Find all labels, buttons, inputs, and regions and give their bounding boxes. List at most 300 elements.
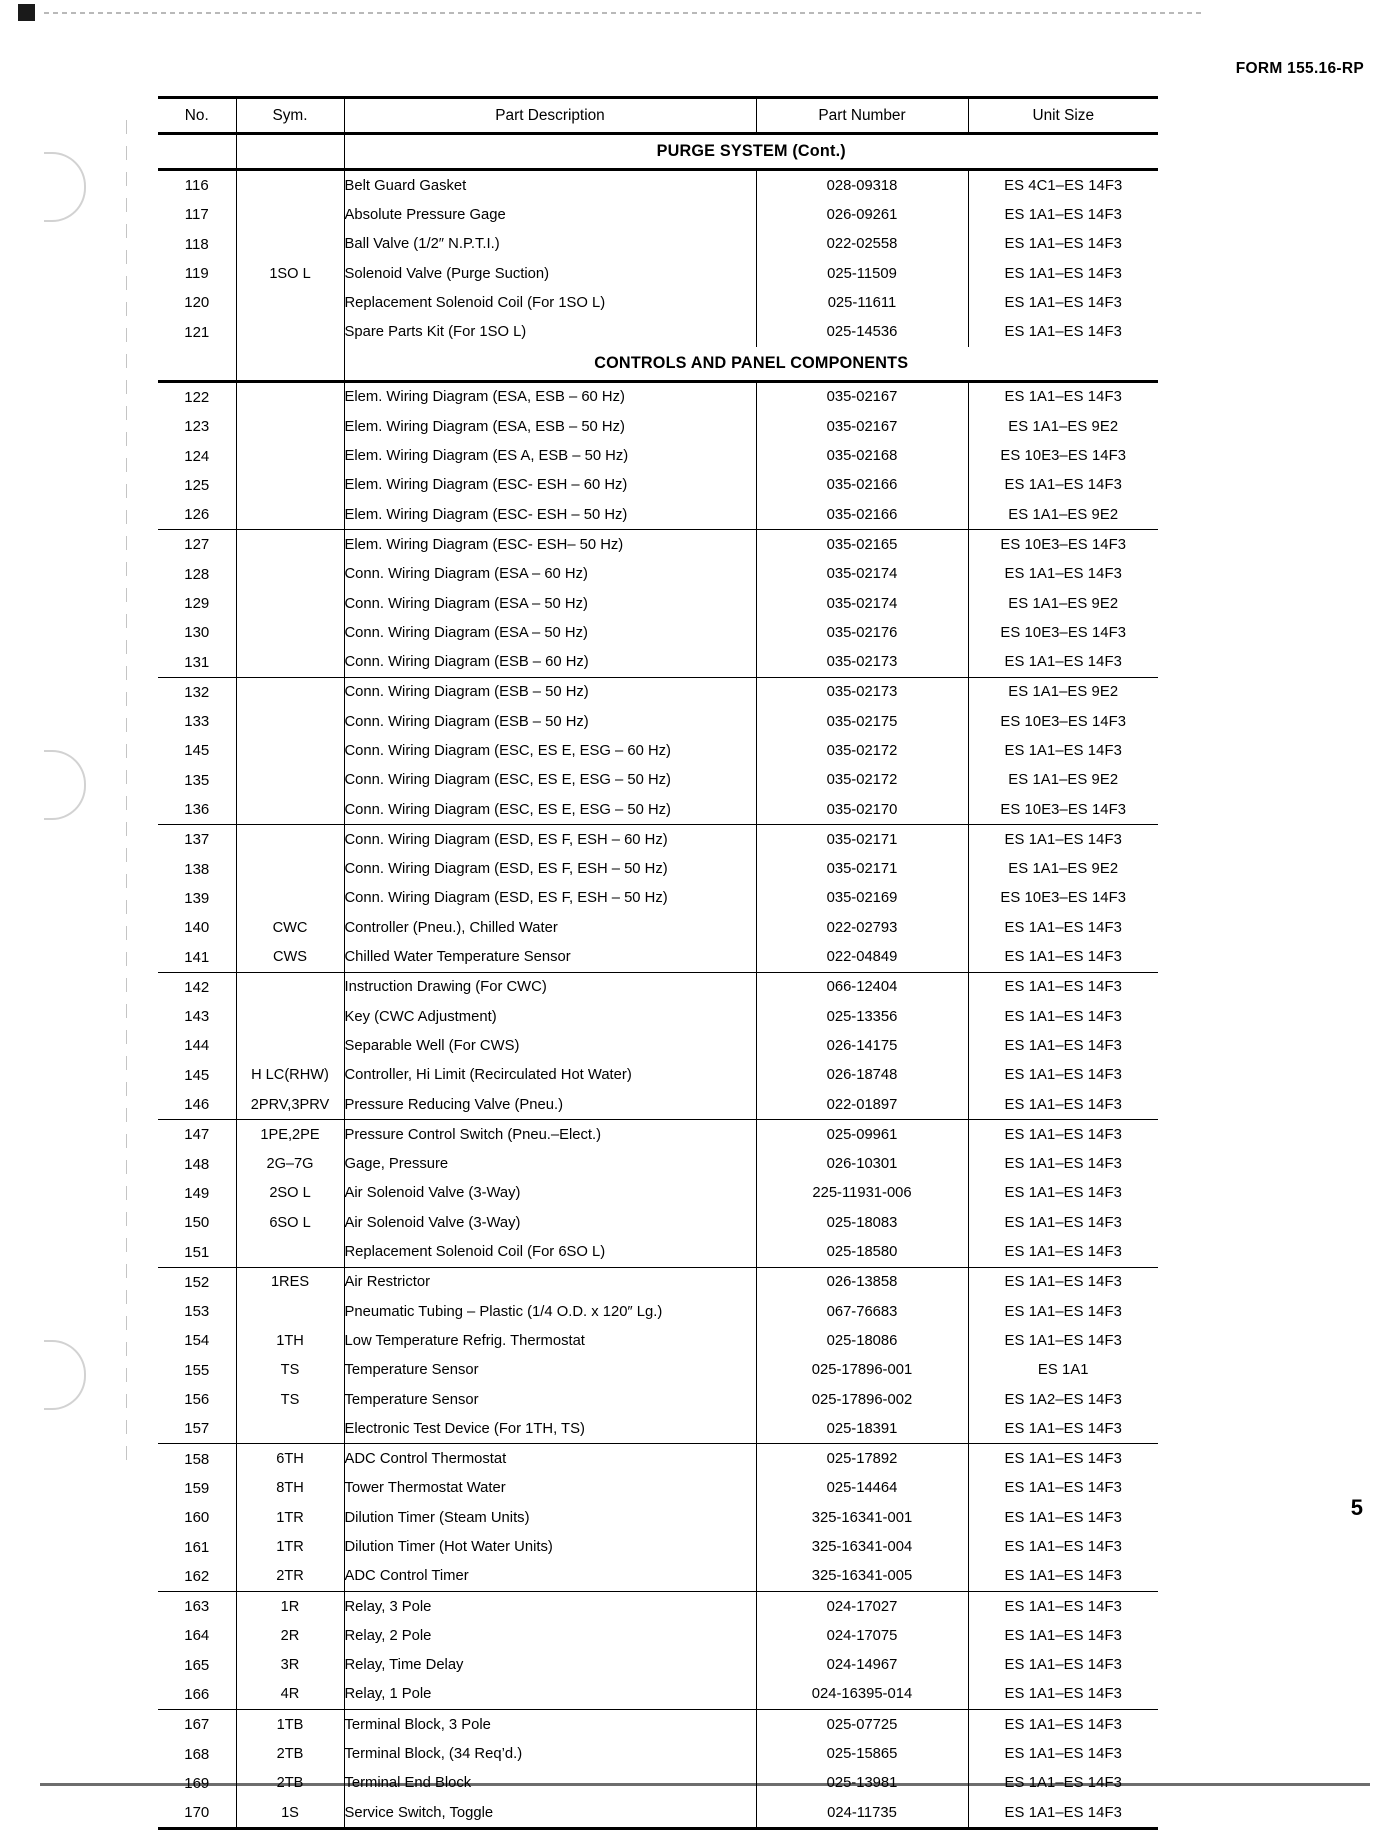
cell-no: 151 [158,1237,236,1267]
cell-unit-size: ES 1A1–ES 14F3 [968,1002,1158,1031]
cell-sym [236,530,344,559]
cell-sym: CWC [236,913,344,942]
binder-punch-hole [44,152,86,222]
cell-part-description: Elem. Wiring Diagram (ESC- ESH– 50 Hz) [344,530,756,559]
cell-part-description: Conn. Wiring Diagram (ESB – 50 Hz) [344,707,756,736]
cell-part-number: 035-02170 [756,795,968,825]
cell-no: 160 [158,1503,236,1532]
cell-unit-size: ES 4C1–ES 14F3 [968,170,1158,201]
cell-part-number: 022-04849 [756,942,968,972]
cell-no: 145 [158,736,236,765]
cell-part-number: 035-02168 [756,441,968,470]
cell-sym: 1SO L [236,259,344,288]
cell-unit-size: ES 1A1–ES 14F3 [968,259,1158,288]
cell-part-number: 026-09261 [756,200,968,229]
cell-no: 143 [158,1002,236,1031]
cell-part-description: Conn. Wiring Diagram (ESB – 60 Hz) [344,647,756,677]
cell-unit-size: ES 1A1–ES 14F3 [968,1179,1158,1208]
table-row [158,381,1158,412]
cell-no: 141 [158,942,236,972]
cell-no: 126 [158,500,236,530]
cell-part-number: 035-02171 [756,825,968,854]
cell-unit-size: ES 1A1–ES 14F3 [968,1268,1158,1297]
section-header-row [158,347,1158,382]
cell-unit-size: ES 1A1–ES 14F3 [968,1710,1158,1739]
section-title: CONTROLS AND PANEL COMPONENTS [344,347,1158,382]
cell-sym [236,825,344,854]
table-row [158,1031,1158,1060]
column-header-no: No. [158,98,236,134]
table-row [158,1326,1158,1355]
table-row [158,1651,1158,1680]
table-row [158,471,1158,500]
table-row [158,736,1158,765]
scan-registration-mark [18,4,35,21]
cell-sym [236,707,344,736]
cell-sym [236,1297,344,1326]
cell-unit-size: ES 1A1–ES 9E2 [968,500,1158,530]
cell-sym [236,884,344,913]
cell-no: 152 [158,1268,236,1297]
cell-sym [236,471,344,500]
cell-no: 135 [158,766,236,795]
cell-no: 117 [158,200,236,229]
cell-part-description: Air Solenoid Valve (3-Way) [344,1208,756,1237]
cell-sym [236,766,344,795]
cell-part-number: 025-11611 [756,288,968,317]
cell-unit-size: ES 1A1–ES 14F3 [968,1680,1158,1710]
parts-table-body [158,134,1158,1830]
cell-part-description: Relay, 3 Pole [344,1592,756,1621]
cell-unit-size: ES 1A1–ES 14F3 [968,230,1158,259]
cell-no: 155 [158,1356,236,1385]
cell-part-description: Conn. Wiring Diagram (ESC, ES E, ESG – 50 Hz) [344,766,756,795]
table-row [158,317,1158,346]
cell-part-description: Conn. Wiring Diagram (ESC, ES E, ESG – 60 Hz) [344,736,756,765]
table-row [158,1680,1158,1710]
cell-unit-size: ES 1A1–ES 14F3 [968,1503,1158,1532]
table-row [158,1503,1158,1532]
cell-part-description: Pressure Control Switch (Pneu.–Elect.) [344,1120,756,1149]
cell-part-number: 025-14536 [756,317,968,346]
cell-part-description: Conn. Wiring Diagram (ESC, ES E, ESG – 50 Hz) [344,795,756,825]
cell-no: 119 [158,259,236,288]
table-row [158,1120,1158,1149]
cell-part-number: 035-02167 [756,412,968,441]
table-row [158,1179,1158,1208]
cell-no: 164 [158,1621,236,1650]
cell-no: 137 [158,825,236,854]
cell-sym [236,560,344,589]
cell-sym: TS [236,1385,344,1414]
cell-sym [236,618,344,647]
cell-no: 142 [158,973,236,1002]
cell-part-number: 026-10301 [756,1150,968,1179]
cell-sym [236,441,344,470]
cell-part-number: 035-02175 [756,707,968,736]
table-row [158,766,1158,795]
cell-part-description: Electronic Test Device (For 1TH, TS) [344,1414,756,1444]
cell-no: 122 [158,381,236,412]
cell-part-number: 035-02174 [756,560,968,589]
table-row [158,942,1158,972]
cell-unit-size: ES 1A1–ES 14F3 [968,1798,1158,1829]
cell-no: 168 [158,1739,236,1768]
cell-unit-size: ES 1A1–ES 14F3 [968,1592,1158,1621]
cell-unit-size: ES 10E3–ES 14F3 [968,707,1158,736]
cell-part-description: Separable Well (For CWS) [344,1031,756,1060]
table-row [158,825,1158,854]
table-row [158,230,1158,259]
cell-part-number: 025-17896-001 [756,1356,968,1385]
cell-unit-size: ES 1A1–ES 14F3 [968,1120,1158,1149]
cell-part-number: 025-13981 [756,1769,968,1798]
cell-part-number: 025-18086 [756,1326,968,1355]
cell-sym [236,855,344,884]
form-number: FORM 155.16-RP [1236,60,1364,78]
cell-no: 150 [158,1208,236,1237]
cell-part-description: Instruction Drawing (For CWC) [344,973,756,1002]
cell-no: 138 [158,855,236,884]
cell-sym [236,589,344,618]
cell-sym: 1TR [236,1503,344,1532]
cell-part-number: 035-02169 [756,884,968,913]
cell-part-number: 325-16341-001 [756,1503,968,1532]
cell-sym [236,736,344,765]
table-row [158,1237,1158,1267]
cell-part-description: Conn. Wiring Diagram (ESA – 50 Hz) [344,589,756,618]
cell-part-number: 025-09961 [756,1120,968,1149]
cell-sym [236,647,344,677]
cell-unit-size: ES 1A1–ES 14F3 [968,1651,1158,1680]
parts-list-sheet [158,96,1158,1830]
cell-part-number: 035-02174 [756,589,968,618]
cell-sym: H LC(RHW) [236,1061,344,1090]
section-blank-no [158,134,236,170]
cell-part-number: 024-16395-014 [756,1680,968,1710]
cell-no: 167 [158,1710,236,1739]
cell-part-description: Pneumatic Tubing – Plastic (1/4 O.D. x 120″ Lg.) [344,1297,756,1326]
cell-part-number: 025-13356 [756,1002,968,1031]
cell-part-description: Temperature Sensor [344,1385,756,1414]
cell-part-description: Conn. Wiring Diagram (ESD, ES F, ESH – 60 Hz) [344,825,756,854]
table-row [158,1592,1158,1621]
cell-part-description: ADC Control Timer [344,1562,756,1592]
cell-sym: 1RES [236,1268,344,1297]
cell-unit-size: ES 1A1–ES 14F3 [968,1326,1158,1355]
cell-unit-size: ES 1A1–ES 14F3 [968,1621,1158,1650]
cell-unit-size: ES 1A1–ES 9E2 [968,678,1158,707]
cell-sym [236,412,344,441]
section-blank-sym [236,347,344,382]
cell-part-number: 325-16341-004 [756,1532,968,1561]
cell-part-description: Relay, 1 Pole [344,1680,756,1710]
cell-no: 136 [158,795,236,825]
cell-part-description: Key (CWC Adjustment) [344,1002,756,1031]
cell-part-description: Elem. Wiring Diagram (ESA, ESB – 50 Hz) [344,412,756,441]
cell-unit-size: ES 1A1–ES 14F3 [968,1237,1158,1267]
cell-part-number: 024-11735 [756,1798,968,1829]
cell-sym [236,317,344,346]
cell-unit-size: ES 1A1–ES 14F3 [968,560,1158,589]
cell-sym [236,500,344,530]
column-header-sym: Sym. [236,98,344,134]
cell-no: 146 [158,1090,236,1120]
table-row [158,618,1158,647]
cell-unit-size: ES 1A1–ES 14F3 [968,1150,1158,1179]
cell-no: 131 [158,647,236,677]
parts-table [158,96,1158,1830]
cell-no: 170 [158,1798,236,1829]
cell-sym [236,200,344,229]
cell-part-number: 025-17892 [756,1444,968,1473]
cell-part-description: Chilled Water Temperature Sensor [344,942,756,972]
section-title: PURGE SYSTEM (Cont.) [344,134,1158,170]
cell-sym: CWS [236,942,344,972]
cell-part-number: 025-17896-002 [756,1385,968,1414]
cell-sym [236,1002,344,1031]
cell-no: 169 [158,1769,236,1798]
table-row [158,530,1158,559]
cell-no: 139 [158,884,236,913]
cell-part-description: Terminal Block, (34 Req’d.) [344,1739,756,1768]
cell-unit-size: ES 1A1–ES 14F3 [968,1474,1158,1503]
cell-no: 118 [158,230,236,259]
cell-part-number: 035-02167 [756,381,968,412]
table-row [158,1297,1158,1326]
cell-sym: 1TH [236,1326,344,1355]
cell-part-description: Ball Valve (1/2″ N.P.T.I.) [344,230,756,259]
cell-part-number: 025-18083 [756,1208,968,1237]
cell-unit-size: ES 1A1–ES 14F3 [968,1739,1158,1768]
cell-sym: 1S [236,1798,344,1829]
table-row [158,441,1158,470]
cell-part-number: 026-13858 [756,1268,968,1297]
cell-unit-size: ES 1A1–ES 14F3 [968,973,1158,1002]
cell-sym [236,381,344,412]
cell-no: 129 [158,589,236,618]
cell-unit-size: ES 1A1–ES 14F3 [968,1532,1158,1561]
cell-no: 145 [158,1061,236,1090]
cell-no: 116 [158,170,236,201]
cell-unit-size: ES 1A1–ES 9E2 [968,855,1158,884]
cell-part-description: Conn. Wiring Diagram (ESD, ES F, ESH – 50 Hz) [344,855,756,884]
cell-unit-size: ES 1A1–ES 9E2 [968,589,1158,618]
cell-part-description: ADC Control Thermostat [344,1444,756,1473]
cell-sym [236,1414,344,1444]
cell-part-number: 024-17027 [756,1592,968,1621]
cell-no: 154 [158,1326,236,1355]
cell-sym: 6SO L [236,1208,344,1237]
cell-no: 127 [158,530,236,559]
cell-unit-size: ES 1A1–ES 14F3 [968,288,1158,317]
column-header-part-description: Part Description [344,98,756,134]
cell-sym: 3R [236,1651,344,1680]
cell-unit-size: ES 1A2–ES 14F3 [968,1385,1158,1414]
cell-part-number: 025-18391 [756,1414,968,1444]
cell-unit-size: ES 1A1–ES 14F3 [968,647,1158,677]
table-row [158,1414,1158,1444]
binder-punch-hole [44,750,86,820]
table-row [158,500,1158,530]
cell-no: 163 [158,1592,236,1621]
cell-part-description: Dilution Timer (Steam Units) [344,1503,756,1532]
cell-unit-size: ES 1A1–ES 14F3 [968,200,1158,229]
cell-unit-size: ES 1A1–ES 14F3 [968,1090,1158,1120]
table-row [158,1532,1158,1561]
table-row [158,678,1158,707]
table-row [158,288,1158,317]
cell-no: 120 [158,288,236,317]
cell-sym [236,230,344,259]
cell-part-number: 067-76683 [756,1297,968,1326]
cell-part-description: Air Solenoid Valve (3-Way) [344,1179,756,1208]
cell-part-number: 025-11509 [756,259,968,288]
cell-part-number: 035-02171 [756,855,968,884]
cell-no: 161 [158,1532,236,1561]
cell-no: 166 [158,1680,236,1710]
binder-punch-hole [44,1340,86,1410]
cell-unit-size: ES 1A1–ES 14F3 [968,471,1158,500]
cell-unit-size: ES 1A1–ES 14F3 [968,317,1158,346]
cell-part-number: 035-02166 [756,500,968,530]
cell-sym [236,1237,344,1267]
cell-part-number: 025-14464 [756,1474,968,1503]
table-header-row [158,98,1158,134]
cell-part-number: 025-07725 [756,1710,968,1739]
cell-part-number: 225-11931-006 [756,1179,968,1208]
cell-no: 147 [158,1120,236,1149]
cell-part-description: Spare Parts Kit (For 1SO L) [344,317,756,346]
scan-top-dashed-line [44,12,1204,14]
cell-part-number: 035-02172 [756,736,968,765]
cell-no: 156 [158,1385,236,1414]
cell-no: 121 [158,317,236,346]
cell-unit-size: ES 1A1–ES 14F3 [968,1562,1158,1592]
table-row [158,647,1158,677]
cell-part-description: Temperature Sensor [344,1356,756,1385]
table-row [158,560,1158,589]
table-row [158,1002,1158,1031]
cell-part-number: 035-02165 [756,530,968,559]
cell-unit-size: ES 1A1–ES 14F3 [968,1444,1158,1473]
cell-sym: 2G–7G [236,1150,344,1179]
cell-part-description: Pressure Reducing Valve (Pneu.) [344,1090,756,1120]
cell-unit-size: ES 1A1–ES 9E2 [968,766,1158,795]
cell-unit-size: ES 1A1–ES 14F3 [968,942,1158,972]
cell-part-description: Elem. Wiring Diagram (ESC- ESH – 50 Hz) [344,500,756,530]
cell-no: 124 [158,441,236,470]
table-row [158,1444,1158,1473]
table-row [158,1268,1158,1297]
cell-part-number: 325-16341-005 [756,1562,968,1592]
cell-part-description: Replacement Solenoid Coil (For 1SO L) [344,288,756,317]
table-row [158,1769,1158,1798]
cell-no: 130 [158,618,236,647]
cell-part-description: Elem. Wiring Diagram (ES A, ESB – 50 Hz) [344,441,756,470]
cell-unit-size: ES 1A1–ES 14F3 [968,736,1158,765]
cell-unit-size: ES 1A1–ES 14F3 [968,1769,1158,1798]
page-number: 5 [1351,1495,1363,1521]
cell-part-number: 024-14967 [756,1651,968,1680]
table-row [158,913,1158,942]
cell-sym [236,795,344,825]
cell-part-number: 035-02173 [756,678,968,707]
cell-no: 144 [158,1031,236,1060]
cell-no: 157 [158,1414,236,1444]
cell-sym [236,678,344,707]
cell-unit-size: ES 1A1–ES 14F3 [968,825,1158,854]
cell-part-number: 025-15865 [756,1739,968,1768]
cell-no: 149 [158,1179,236,1208]
cell-no: 165 [158,1651,236,1680]
cell-unit-size: ES 1A1–ES 14F3 [968,1031,1158,1060]
table-row [158,884,1158,913]
cell-sym: 2SO L [236,1179,344,1208]
cell-no: 140 [158,913,236,942]
table-row [158,1739,1158,1768]
cell-unit-size: ES 10E3–ES 14F3 [968,441,1158,470]
table-row [158,795,1158,825]
cell-sym: 1R [236,1592,344,1621]
cell-sym: 2PRV,3PRV [236,1090,344,1120]
cell-part-description: Controller, Hi Limit (Recirculated Hot Water) [344,1061,756,1090]
column-header-unit-size: Unit Size [968,98,1158,134]
table-row [158,1385,1158,1414]
cell-no: 125 [158,471,236,500]
cell-sym [236,1031,344,1060]
cell-no: 148 [158,1150,236,1179]
cell-part-description: Replacement Solenoid Coil (For 6SO L) [344,1237,756,1267]
cell-part-number: 028-09318 [756,170,968,201]
table-row [158,259,1158,288]
cell-part-number: 035-02172 [756,766,968,795]
cell-part-number: 024-17075 [756,1621,968,1650]
cell-part-number: 035-02166 [756,471,968,500]
cell-sym: 2TB [236,1739,344,1768]
table-row [158,412,1158,441]
cell-no: 153 [158,1297,236,1326]
cell-unit-size: ES 1A1 [968,1356,1158,1385]
cell-no: 158 [158,1444,236,1473]
cell-sym: 2TR [236,1562,344,1592]
cell-no: 132 [158,678,236,707]
cell-part-description: Conn. Wiring Diagram (ESB – 50 Hz) [344,678,756,707]
parts-table-head [158,98,1158,134]
cell-part-number: 022-01897 [756,1090,968,1120]
column-header-part-number: Part Number [756,98,968,134]
cell-part-number: 026-14175 [756,1031,968,1060]
cell-sym: 8TH [236,1474,344,1503]
table-row [158,1208,1158,1237]
cell-unit-size: ES 1A1–ES 14F3 [968,1208,1158,1237]
cell-part-description: Gage, Pressure [344,1150,756,1179]
cell-part-description: Controller (Pneu.), Chilled Water [344,913,756,942]
cell-part-number: 035-02173 [756,647,968,677]
cell-no: 159 [158,1474,236,1503]
table-row [158,707,1158,736]
cell-unit-size: ES 10E3–ES 14F3 [968,884,1158,913]
section-header-row [158,134,1158,170]
cell-part-description: Relay, 2 Pole [344,1621,756,1650]
cell-unit-size: ES 1A1–ES 14F3 [968,1061,1158,1090]
cell-part-number: 022-02558 [756,230,968,259]
cell-part-description: Dilution Timer (Hot Water Units) [344,1532,756,1561]
cell-sym: 2R [236,1621,344,1650]
cell-part-number: 066-12404 [756,973,968,1002]
table-row [158,1090,1158,1120]
cell-part-description: Relay, Time Delay [344,1651,756,1680]
